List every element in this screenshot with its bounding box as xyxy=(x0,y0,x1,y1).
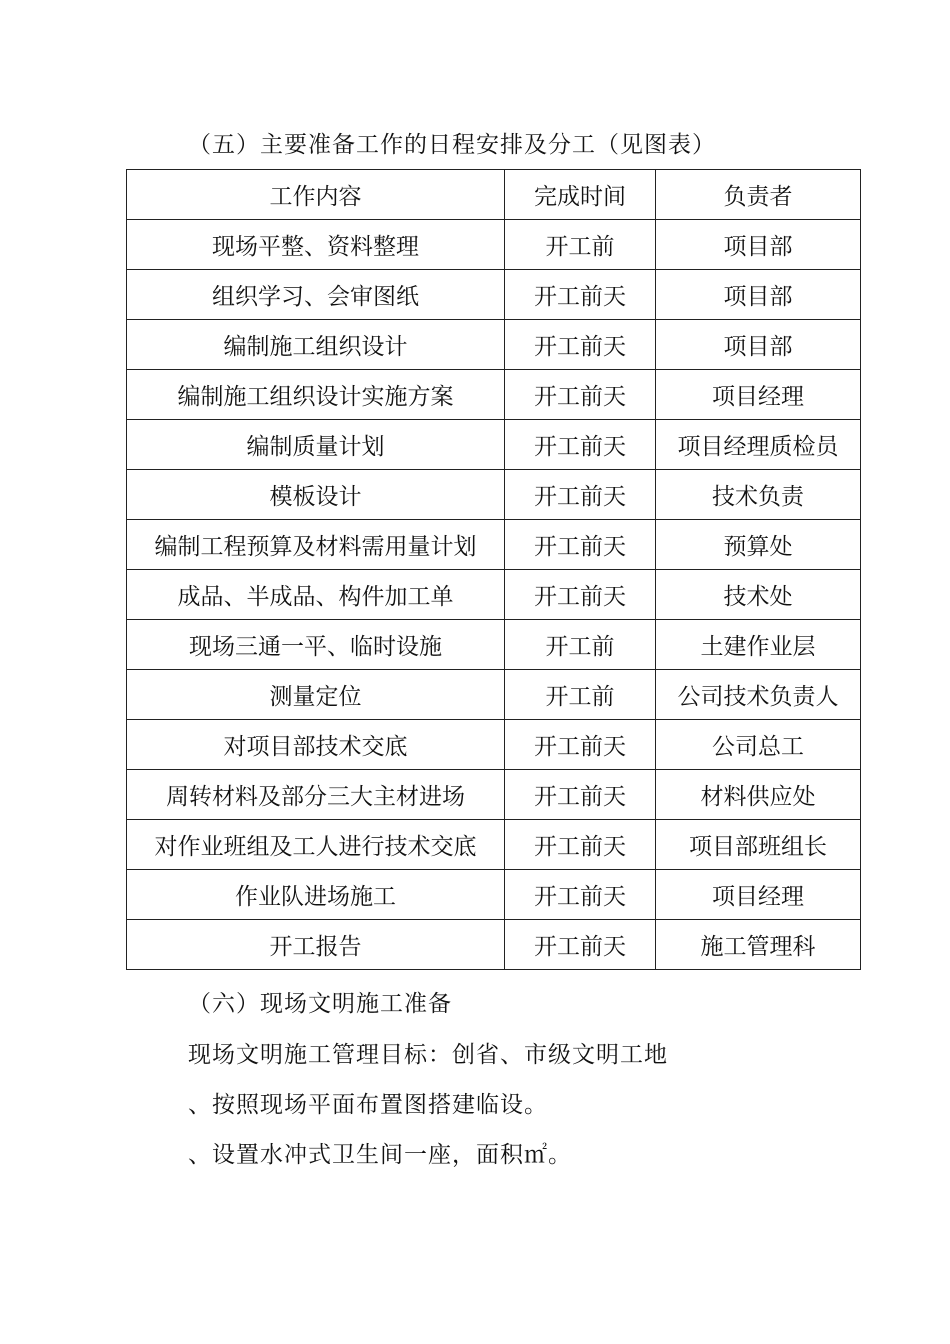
cell-work-content: 现场三通一平、临时设施 xyxy=(127,620,505,670)
table-row xyxy=(127,370,861,420)
table-row xyxy=(127,870,861,920)
cell-work-content: 周转材料及部分三大主材进场 xyxy=(127,770,505,820)
cell-completion-time: 开工前天 xyxy=(505,520,656,570)
cell-completion-time: 开工前天 xyxy=(505,470,656,520)
table-row xyxy=(127,220,861,270)
table-row xyxy=(127,470,861,520)
header-responsible: 负责者 xyxy=(656,170,861,220)
header-work-content: 工作内容 xyxy=(127,170,505,220)
cell-responsible: 公司总工 xyxy=(656,720,861,770)
cell-responsible: 项目部班组长 xyxy=(656,820,861,870)
cell-responsible: 技术负责 xyxy=(656,470,861,520)
cell-work-content: 模板设计 xyxy=(127,470,505,520)
cell-work-content: 编制质量计划 xyxy=(127,420,505,470)
table-row xyxy=(127,420,861,470)
cell-completion-time: 开工前 xyxy=(505,670,656,720)
cell-responsible: 土建作业层 xyxy=(656,620,861,670)
cell-work-content: 对项目部技术交底 xyxy=(127,720,505,770)
cell-completion-time: 开工前天 xyxy=(505,270,656,320)
cell-work-content: 编制施工组织设计实施方案 xyxy=(127,370,505,420)
cell-responsible: 项目部 xyxy=(656,220,861,270)
cell-completion-time: 开工前天 xyxy=(505,770,656,820)
cell-responsible: 项目经理 xyxy=(656,870,861,920)
cell-completion-time: 开工前天 xyxy=(505,820,656,870)
cell-completion-time: 开工前天 xyxy=(505,420,656,470)
cell-responsible: 施工管理科 xyxy=(656,920,861,970)
cell-work-content: 开工报告 xyxy=(127,920,505,970)
cell-work-content: 编制工程预算及材料需用量计划 xyxy=(127,520,505,570)
cell-work-content: 编制施工组织设计 xyxy=(127,320,505,370)
cell-work-content: 现场平整、资料整理 xyxy=(127,220,505,270)
paragraph-management-goal: 现场文明施工管理目标：创省、市级文明工地 xyxy=(188,1042,668,1068)
schedule-table xyxy=(126,169,861,970)
cell-work-content: 成品、半成品、构件加工单 xyxy=(127,570,505,620)
cell-completion-time: 开工前天 xyxy=(505,370,656,420)
cell-completion-time: 开工前天 xyxy=(505,920,656,970)
paragraph-temporary-facilities: 、按照现场平面布置图搭建临设。 xyxy=(188,1092,548,1118)
cell-work-content: 对作业班组及工人进行技术交底 xyxy=(127,820,505,870)
cell-completion-time: 开工前 xyxy=(505,620,656,670)
cell-completion-time: 开工前 xyxy=(505,220,656,270)
cell-work-content: 作业队进场施工 xyxy=(127,870,505,920)
cell-responsible: 预算处 xyxy=(656,520,861,570)
cell-completion-time: 开工前天 xyxy=(505,320,656,370)
paragraph-restroom: 、设置水冲式卫生间一座，面积㎡。 xyxy=(188,1142,572,1168)
cell-responsible: 项目部 xyxy=(656,270,861,320)
table-row xyxy=(127,520,861,570)
cell-responsible: 项目经理质检员 xyxy=(656,420,861,470)
table-row xyxy=(127,770,861,820)
cell-responsible: 项目部 xyxy=(656,320,861,370)
cell-responsible: 材料供应处 xyxy=(656,770,861,820)
section-heading-5: （五）主要准备工作的日程安排及分工（见图表） xyxy=(188,132,716,158)
table-row xyxy=(127,320,861,370)
table-row xyxy=(127,570,861,620)
table-row xyxy=(127,720,861,770)
table-row xyxy=(127,670,861,720)
table-row xyxy=(127,270,861,320)
header-completion-time: 完成时间 xyxy=(505,170,656,220)
cell-completion-time: 开工前天 xyxy=(505,720,656,770)
cell-responsible: 技术处 xyxy=(656,570,861,620)
cell-responsible: 项目经理 xyxy=(656,370,861,420)
table-row xyxy=(127,920,861,970)
table-row xyxy=(127,620,861,670)
cell-completion-time: 开工前天 xyxy=(505,870,656,920)
section-heading-6: （六）现场文明施工准备 xyxy=(188,991,452,1017)
table-row xyxy=(127,820,861,870)
cell-work-content: 测量定位 xyxy=(127,670,505,720)
cell-completion-time: 开工前天 xyxy=(505,570,656,620)
table-header-row xyxy=(127,170,861,220)
cell-work-content: 组织学习、会审图纸 xyxy=(127,270,505,320)
cell-responsible: 公司技术负责人 xyxy=(656,670,861,720)
